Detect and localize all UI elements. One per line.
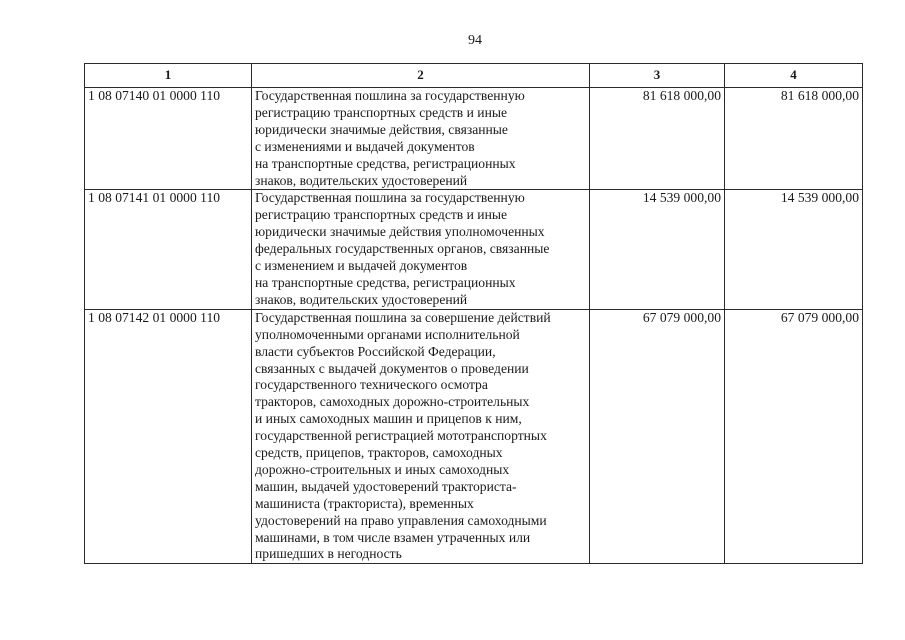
budget-classification-code: 1 08 07141 01 0000 110 [85, 190, 252, 309]
revenue-description: Государственная пошлина за государственную регистрацию транспортных средств и иные юридически значимые действия уполномоченных федеральных государственных органов, связанные с изменением и выдачей документов на транспортные средства, регистрационных знаков, водительских удостоверений [252, 190, 590, 309]
page-number: 94 [468, 33, 482, 48]
amount-column-4: 67 079 000,00 [725, 309, 863, 564]
revenue-description: Государственная пошлина за государственную регистрацию транспортных средств и иные юридически значимые действия, связанные с изменениями и выдачей документов на транспортные средства, регистрационных знаков, водительских удостоверений [252, 88, 590, 190]
amount-column-3: 67 079 000,00 [590, 309, 725, 564]
budget-classification-code: 1 08 07140 01 0000 110 [85, 88, 252, 190]
revenue-description: Государственная пошлина за совершение действий уполномоченными органами исполнительной власти субъектов Российской Федерации, связанных с выдачей документов о проведении государственного технического осмотра тракторов, самоходных дорожно-строительных и иных самоходных машин и прицепов к ним, государственной регистрацией мототранспортных средств, прицепов, тракторов, самоходных дорожно-строительных и иных самоходных машин, выдачей удостоверений тракториста- машиниста (тракториста), временных удостоверений на право управления самоходными машинами, в том числе взамен утраченных или пришедших в негодность [252, 309, 590, 564]
table-row [85, 309, 863, 564]
amount-column-3: 81 618 000,00 [590, 88, 725, 190]
amount-column-3: 14 539 000,00 [590, 190, 725, 309]
table-row [85, 88, 863, 190]
table-header-row [85, 64, 863, 88]
table-row [85, 190, 863, 309]
budget-classification-code: 1 08 07142 01 0000 110 [85, 309, 252, 564]
column-header-3: 3 [590, 64, 725, 88]
column-header-4: 4 [725, 64, 863, 88]
column-header-2: 2 [252, 64, 590, 88]
amount-column-4: 14 539 000,00 [725, 190, 863, 309]
budget-revenue-table [84, 63, 863, 564]
column-header-1: 1 [85, 64, 252, 88]
amount-column-4: 81 618 000,00 [725, 88, 863, 190]
